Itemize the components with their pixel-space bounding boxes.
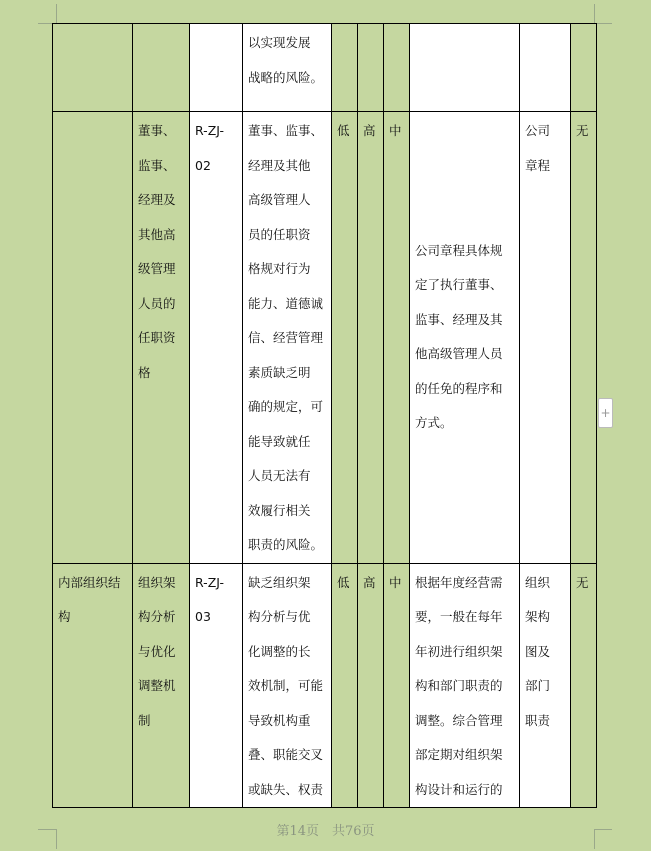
- table-row: [53, 24, 597, 112]
- sub-item-cell: [133, 112, 190, 564]
- plus-icon: +: [600, 406, 611, 420]
- cell-text-line: 根据年度经营需: [415, 574, 503, 590]
- impact-cell: [358, 24, 384, 112]
- cell-text-line: 董事、监事、: [248, 123, 324, 138]
- risk-code-cell: [190, 563, 243, 808]
- cell-text-line: 信、经营管理: [248, 330, 324, 345]
- corner-mark-top-left: [56, 4, 57, 23]
- category-cell: [53, 112, 133, 564]
- document-cell: [520, 112, 571, 564]
- cell-text-line: 级管理: [138, 261, 176, 276]
- cell-text-line: 与优化: [138, 643, 176, 659]
- category-cell: [53, 563, 133, 808]
- cell-text-line: 人员无法有: [248, 468, 311, 483]
- impact-cell: [358, 563, 384, 808]
- cell-text-line: 构分析: [138, 609, 176, 624]
- cell-text-line: 任职资: [138, 330, 176, 345]
- table-row: [53, 563, 597, 808]
- control-measure-cell: [410, 563, 520, 808]
- risk-code-cell: [190, 112, 243, 564]
- cell-text-line: 调整机: [138, 678, 176, 693]
- cell-text-line: 章程: [525, 157, 551, 173]
- cell-text-line: 公司: [525, 123, 551, 138]
- cell-text-line: 战略的风险。: [248, 69, 324, 85]
- cell-text-line: 经理及其他: [248, 157, 311, 173]
- cell-text-line: 职责的风险。: [248, 537, 324, 552]
- cell-text-line: 定了执行董事、: [415, 277, 503, 293]
- cell-text-line: 部定期对组织架: [415, 747, 503, 762]
- cell-text-line: 制: [138, 712, 151, 728]
- cell-text-line: 格: [138, 364, 151, 380]
- cell-text-line: 无: [576, 123, 589, 138]
- document-cell: [520, 563, 571, 808]
- cell-text-line: 导致机构重: [248, 712, 311, 728]
- cell-text-line: 职责: [525, 712, 551, 728]
- cell-text-line: 构和部门职责的: [415, 678, 503, 693]
- sub-item-cell: [133, 24, 190, 112]
- cell-text-line: 人员的: [138, 295, 176, 311]
- cell-text-line: 化调整的长: [248, 643, 311, 659]
- table-row: [53, 112, 597, 564]
- cell-text-line: 低: [337, 574, 350, 590]
- risk-level-cell: [384, 563, 410, 808]
- impact-cell: [358, 112, 384, 564]
- page-footer: 第14页 共76页: [276, 824, 375, 839]
- cell-text-line: 公司章程具体规: [415, 242, 503, 258]
- cell-text-line: 低: [337, 123, 350, 138]
- risk-description-cell: [243, 112, 332, 564]
- risk-level-cell: [384, 24, 410, 112]
- cell-text-line: 其他高: [138, 226, 176, 242]
- cell-text-line: 组织: [525, 574, 551, 590]
- cell-text-line: 无: [576, 574, 589, 590]
- remark-cell: [571, 563, 597, 808]
- cell-text-line: 中: [389, 123, 402, 138]
- cell-text-line: 03: [195, 609, 211, 624]
- cell-text-line: 架构: [525, 609, 551, 624]
- cell-text-line: 的任免的程序和: [415, 380, 503, 396]
- cell-text-line: 以实现发展: [248, 35, 311, 50]
- cell-text-line: 叠、职能交叉: [248, 747, 324, 762]
- cell-text-line: 缺乏组织架: [248, 574, 311, 590]
- cell-text-line: 监事、经理及其: [415, 311, 503, 327]
- remark-cell: [571, 112, 597, 564]
- risk-description-cell: [243, 563, 332, 808]
- cell-text-line: 高: [363, 574, 376, 590]
- cell-text-line: 效机制，可能: [248, 678, 324, 693]
- cell-text-line: 董事、: [138, 123, 176, 138]
- cell-text-line: 能力、道德诚: [248, 295, 324, 311]
- cell-text-line: 构分析与优: [248, 609, 311, 624]
- control-measure-cell: [410, 24, 520, 112]
- cell-text-line: R-ZJ-: [195, 574, 225, 590]
- cell-text-line: 内部组织结: [58, 574, 121, 590]
- cell-text-line: 图及: [525, 643, 551, 659]
- cell-text-line: 构: [58, 609, 71, 624]
- cell-text-line: 02: [195, 157, 211, 173]
- risk-level-cell: [384, 112, 410, 564]
- cell-text-line: 员的任职资: [248, 226, 311, 242]
- corner-mark-top-right: [594, 4, 595, 23]
- cell-text-line: 组织架: [138, 574, 176, 590]
- remark-cell: [571, 24, 597, 112]
- risk-control-table: [52, 23, 597, 808]
- likelihood-cell: [332, 24, 358, 112]
- cell-text-line: R-ZJ-: [195, 123, 225, 138]
- cell-text-line: 高: [363, 123, 376, 138]
- add-button[interactable]: [598, 398, 613, 428]
- document-cell: [520, 24, 571, 112]
- cell-text-line: 方式。: [415, 415, 453, 431]
- cell-text-line: 格规对行为: [248, 261, 311, 276]
- cell-text-line: 构设计和运行的: [415, 781, 503, 797]
- cell-text-line: 经理及: [138, 192, 176, 207]
- cell-text-line: 高级管理人: [248, 192, 311, 207]
- cell-text-line: 或缺失、权责: [248, 781, 324, 797]
- cell-text-line: 素质缺乏明: [248, 364, 311, 380]
- sub-item-cell: [133, 563, 190, 808]
- cell-text-line: 效履行相关: [248, 502, 311, 518]
- likelihood-cell: [332, 112, 358, 564]
- cell-text-line: 年初进行组织架: [415, 643, 503, 659]
- cell-text-line: 要，一般在每年: [415, 609, 503, 624]
- cell-text-line: 中: [389, 574, 402, 590]
- cell-text-line: 确的规定，可: [248, 399, 324, 414]
- cell-text-line: 调整。综合管理: [415, 712, 503, 728]
- category-cell: [53, 24, 133, 112]
- cell-text-line: 能导致就任: [248, 433, 311, 449]
- risk-description-cell: [243, 24, 332, 112]
- cell-text-line: 监事、: [138, 157, 176, 173]
- risk-code-cell: [190, 24, 243, 112]
- control-measure-cell: [410, 112, 520, 564]
- cell-text-line: 部门: [525, 678, 551, 693]
- likelihood-cell: [332, 563, 358, 808]
- cell-text-line: 他高级管理人员: [415, 346, 503, 362]
